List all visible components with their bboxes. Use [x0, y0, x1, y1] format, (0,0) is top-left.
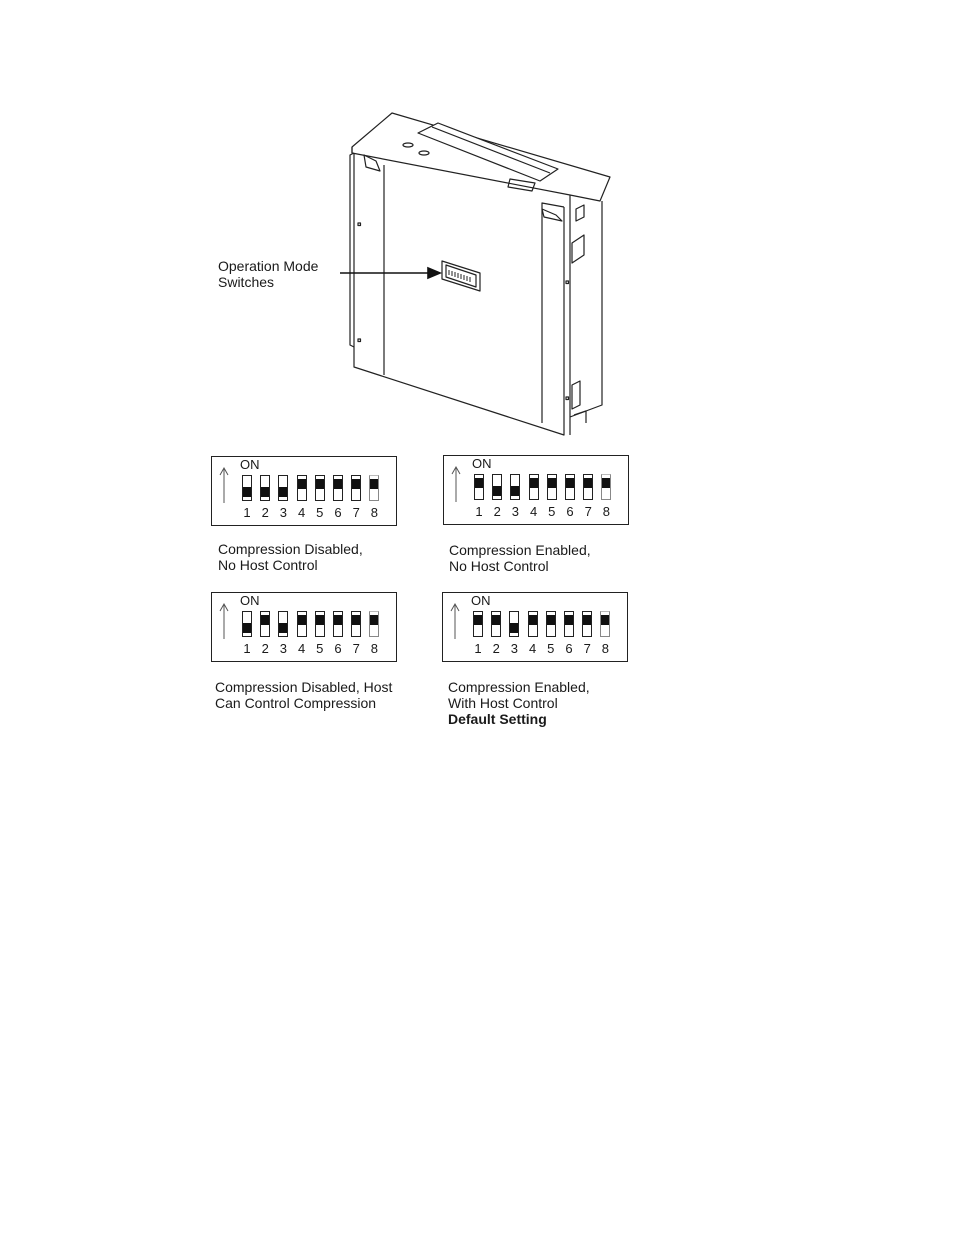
- switch-number: 1: [243, 641, 251, 656]
- switch-number: 6: [334, 641, 342, 656]
- switch-knob: [529, 615, 537, 625]
- on-label: ON: [472, 456, 492, 471]
- switch-knob: [492, 615, 500, 625]
- switch-number: 8: [370, 505, 378, 520]
- switch-knob: [370, 479, 378, 489]
- dip-switch-6[interactable]: [565, 474, 575, 500]
- switch-number: 4: [528, 641, 537, 656]
- switch-panel-compression-enabled-host: [442, 592, 628, 662]
- up-arrow-icon: [449, 601, 461, 641]
- dip-switch-8[interactable]: [600, 611, 610, 637]
- switch-knob: [583, 615, 591, 625]
- caption-compression-enabled-no-host: [449, 542, 591, 574]
- switch-knob: [298, 479, 306, 489]
- caption-line: Compression Enabled,: [449, 542, 591, 558]
- switch-knob: [530, 478, 538, 488]
- switch-number: 4: [297, 505, 306, 520]
- switch-number: 7: [352, 505, 360, 520]
- switch-knob: [352, 479, 360, 489]
- switch-number: 6: [565, 641, 573, 656]
- switch-knob: [493, 486, 501, 496]
- dip-switch-7[interactable]: [583, 474, 593, 500]
- switch-number: 3: [279, 505, 287, 520]
- switch-knob: [334, 615, 342, 625]
- switch-number: 5: [316, 641, 324, 656]
- caption-compression-disabled-host: [215, 679, 392, 711]
- switch-knob: [316, 615, 324, 625]
- dip-switch-2[interactable]: [491, 611, 501, 637]
- switch-knob: [475, 478, 483, 488]
- switch-knob: [279, 487, 287, 497]
- switch-number: 3: [511, 504, 519, 519]
- switch-number: 2: [261, 505, 269, 520]
- operation-mode-switches-label: [218, 258, 318, 290]
- tape-drive-illustration: [340, 105, 620, 440]
- on-label: ON: [240, 457, 260, 472]
- switch-number: 6: [566, 504, 574, 519]
- switch-number: 3: [510, 641, 518, 656]
- switch-knob: [566, 478, 574, 488]
- switch-panel-compression-disabled-no-host: [211, 456, 397, 526]
- dip-switch-5[interactable]: [546, 611, 556, 637]
- switch-knob: [243, 487, 251, 497]
- switch-number: 3: [279, 641, 287, 656]
- dip-switch-7[interactable]: [351, 475, 361, 501]
- caption-line: With Host Control: [448, 695, 558, 711]
- caption-line: Compression Disabled,: [218, 541, 363, 557]
- caption-line: No Host Control: [449, 558, 549, 574]
- switch-number: 8: [601, 641, 609, 656]
- switch-number: 8: [602, 504, 610, 519]
- up-arrow-icon: [450, 464, 462, 504]
- dip-switch-4[interactable]: [297, 611, 307, 637]
- switch-knob: [601, 615, 609, 625]
- callout-line-1: Operation Mode: [218, 258, 319, 274]
- caption-compression-disabled-no-host: [218, 541, 363, 573]
- dip-switch-3[interactable]: [278, 611, 288, 637]
- dip-switch-6[interactable]: [333, 475, 343, 501]
- switch-knob: [370, 615, 378, 625]
- dip-switch-2[interactable]: [260, 475, 270, 501]
- caption-line: Compression Enabled,: [448, 679, 590, 695]
- switch-number: 5: [548, 504, 556, 519]
- switch-number: 1: [474, 641, 482, 656]
- switch-knob: [511, 486, 519, 496]
- dip-switch-4[interactable]: [529, 474, 539, 500]
- switch-number: 5: [316, 505, 324, 520]
- dip-switch-5[interactable]: [315, 611, 325, 637]
- dip-switch-3[interactable]: [278, 475, 288, 501]
- switch-number: 1: [243, 505, 251, 520]
- caption-line: Compression Disabled, Host: [215, 679, 393, 695]
- switch-number: 2: [261, 641, 269, 656]
- dip-switch-1[interactable]: [242, 475, 252, 501]
- switch-knob: [243, 623, 251, 633]
- switch-number: 6: [334, 505, 342, 520]
- switch-knob: [334, 479, 342, 489]
- switch-number: 5: [547, 641, 555, 656]
- switch-number: 7: [583, 641, 591, 656]
- switch-number: 8: [370, 641, 378, 656]
- dip-switch-3[interactable]: [510, 474, 520, 500]
- switch-number: 4: [529, 504, 538, 519]
- dip-switch-4[interactable]: [528, 611, 538, 637]
- switch-number: 2: [492, 641, 500, 656]
- dip-switch-1[interactable]: [242, 611, 252, 637]
- switch-number: 4: [297, 641, 306, 656]
- dip-switch-4[interactable]: [297, 475, 307, 501]
- callout-line-2: Switches: [218, 274, 275, 290]
- on-label: ON: [240, 593, 260, 608]
- switch-knob: [261, 615, 269, 625]
- caption-compression-enabled-host: [448, 679, 590, 727]
- up-arrow-icon: [218, 601, 230, 641]
- switch-knob: [584, 478, 592, 488]
- dip-switch-5[interactable]: [315, 475, 325, 501]
- caption-line: Can Control Compression: [215, 695, 377, 711]
- switch-knob: [352, 615, 360, 625]
- dip-switch-2[interactable]: [260, 611, 270, 637]
- switch-number: 7: [584, 504, 592, 519]
- default-setting-label: Default Setting: [448, 711, 547, 727]
- switch-knob: [565, 615, 573, 625]
- dip-switch-1[interactable]: [473, 611, 483, 637]
- dip-switch-1[interactable]: [474, 474, 484, 500]
- dip-switch-7[interactable]: [351, 611, 361, 637]
- on-label: ON: [471, 593, 491, 608]
- switch-knob: [548, 478, 556, 488]
- switch-panel-compression-enabled-no-host: [443, 455, 629, 525]
- switch-number: 1: [475, 504, 483, 519]
- switch-knob: [279, 623, 287, 633]
- caption-line: No Host Control: [218, 557, 318, 573]
- switch-knob: [316, 479, 324, 489]
- switch-knob: [261, 487, 269, 497]
- dip-switch-8[interactable]: [601, 474, 611, 500]
- switch-knob: [602, 478, 610, 488]
- up-arrow-icon: [218, 465, 230, 505]
- switch-knob: [510, 623, 518, 633]
- dip-switch-3[interactable]: [509, 611, 519, 637]
- dip-switch-7[interactable]: [582, 611, 592, 637]
- dip-switch-2[interactable]: [492, 474, 502, 500]
- switch-knob: [547, 615, 555, 625]
- switch-knob: [474, 615, 482, 625]
- dip-switch-8[interactable]: [369, 611, 379, 637]
- switch-number: 2: [493, 504, 501, 519]
- switch-knob: [298, 615, 306, 625]
- dip-switch-6[interactable]: [564, 611, 574, 637]
- dip-switch-8[interactable]: [369, 475, 379, 501]
- dip-switch-5[interactable]: [547, 474, 557, 500]
- switch-panel-compression-disabled-host: [211, 592, 397, 662]
- dip-switch-6[interactable]: [333, 611, 343, 637]
- switch-number: 7: [352, 641, 360, 656]
